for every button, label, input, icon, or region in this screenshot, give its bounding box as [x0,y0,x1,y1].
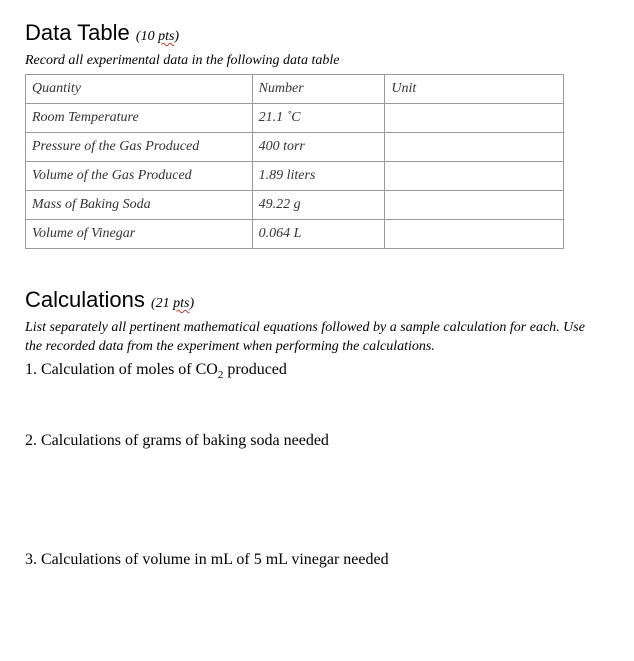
table-row [26,162,564,191]
data-table-heading [25,20,179,50]
unit-cell[interactable] [385,162,564,191]
unit-cell[interactable] [385,191,564,220]
question-2: 2. Calculations of grams of baking soda needed [25,432,329,449]
data-table-instruction: Record all experimental data in the following data table [25,53,340,68]
table-row [26,133,564,162]
question-1: 1. Calculation of moles of $CO_2$ produced [25,361,287,382]
calculations-heading [25,287,194,317]
number-cell: 0.064 L [252,220,385,249]
quantity-cell: Mass of Baking Soda [26,191,253,220]
data-table-points: (10 pts) [135,29,180,44]
data-table [25,74,564,249]
table-row [26,220,564,249]
data-table-title: Data Table [25,20,130,45]
number-cell: 49.22 g [252,191,385,220]
quantity-cell: Pressure of the Gas Produced [26,133,253,162]
number-cell: 400 torr [252,133,385,162]
table-header-row [26,75,564,104]
quantity-cell: Volume of Vinegar [26,220,253,249]
calculations-title: Calculations [25,287,145,312]
calculations-points: (21 pts) [150,296,195,311]
header-quantity: Quantity [26,75,253,104]
calculations-instruction: List separately all pertinent mathematical equations followed by a sample calculation for each. Use the recorded data from the experiment when performing the calculations. [25,320,585,354]
table-row [26,104,564,133]
question-3: 3. Calculations of volume in mL of 5 mL vinegar needed [25,551,389,568]
number-cell: 21.1 ˚C [252,104,385,133]
unit-cell[interactable] [385,104,564,133]
quantity-cell: Room Temperature [26,104,253,133]
table-row [26,191,564,220]
header-number: Number [252,75,385,104]
number-cell: 1.89 liters [252,162,385,191]
header-unit: Unit [385,75,564,104]
unit-cell[interactable] [385,133,564,162]
quantity-cell: Volume of the Gas Produced [26,162,253,191]
unit-cell[interactable] [385,220,564,249]
